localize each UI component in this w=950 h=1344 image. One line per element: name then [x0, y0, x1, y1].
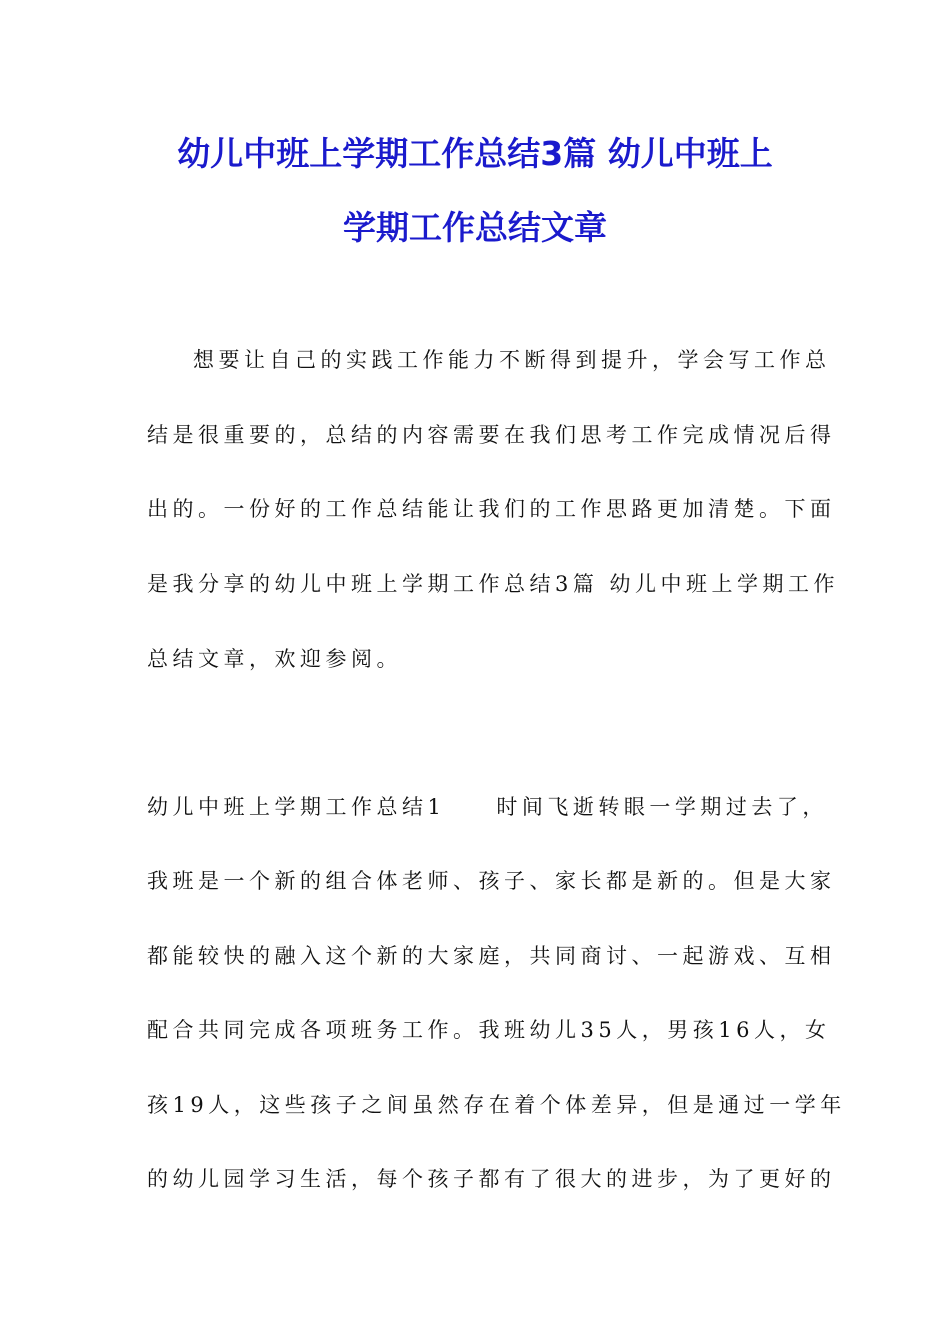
document-title-line-1: 幼儿中班上学期工作总结3篇 幼儿中班上: [177, 134, 773, 173]
intro-paragraph-line-4: 是我分享的幼儿中班上学期工作总结3篇 幼儿中班上学期工作: [147, 572, 840, 596]
intro-paragraph-line-1: 想要让自己的实践工作能力不断得到提升，学会写工作总: [193, 348, 831, 372]
intro-paragraph-line-5: 总结文章，欢迎参阅。: [147, 647, 402, 671]
intro-paragraph-line-2: 结是很重要的，总结的内容需要在我们思考工作完成情况后得: [147, 423, 836, 447]
section-paragraph-line-2: 我班是一个新的组合体老师、孩子、家长都是新的。但是大家: [147, 869, 836, 893]
section-paragraph-line-5: 孩19人，这些孩子之间虽然存在着个体差异，但是通过一学年: [147, 1093, 846, 1117]
section-paragraph-line-4: 配合共同完成各项班务工作。我班幼儿35人，男孩16人，女: [147, 1018, 831, 1042]
section-paragraph-line-3: 都能较快的融入这个新的大家庭，共同商讨、一起游戏、互相: [147, 944, 836, 968]
document-title-line-2: 学期工作总结文章: [343, 208, 607, 247]
section-paragraph-line-1: 幼儿中班上学期工作总结1 时间飞逝转眼一学期过去了，: [147, 795, 828, 819]
intro-paragraph-line-3: 出的。一份好的工作总结能让我们的工作思路更加清楚。下面: [147, 497, 836, 521]
section-paragraph-line-6: 的幼儿园学习生活，每个孩子都有了很大的进步，为了更好的: [147, 1167, 836, 1191]
